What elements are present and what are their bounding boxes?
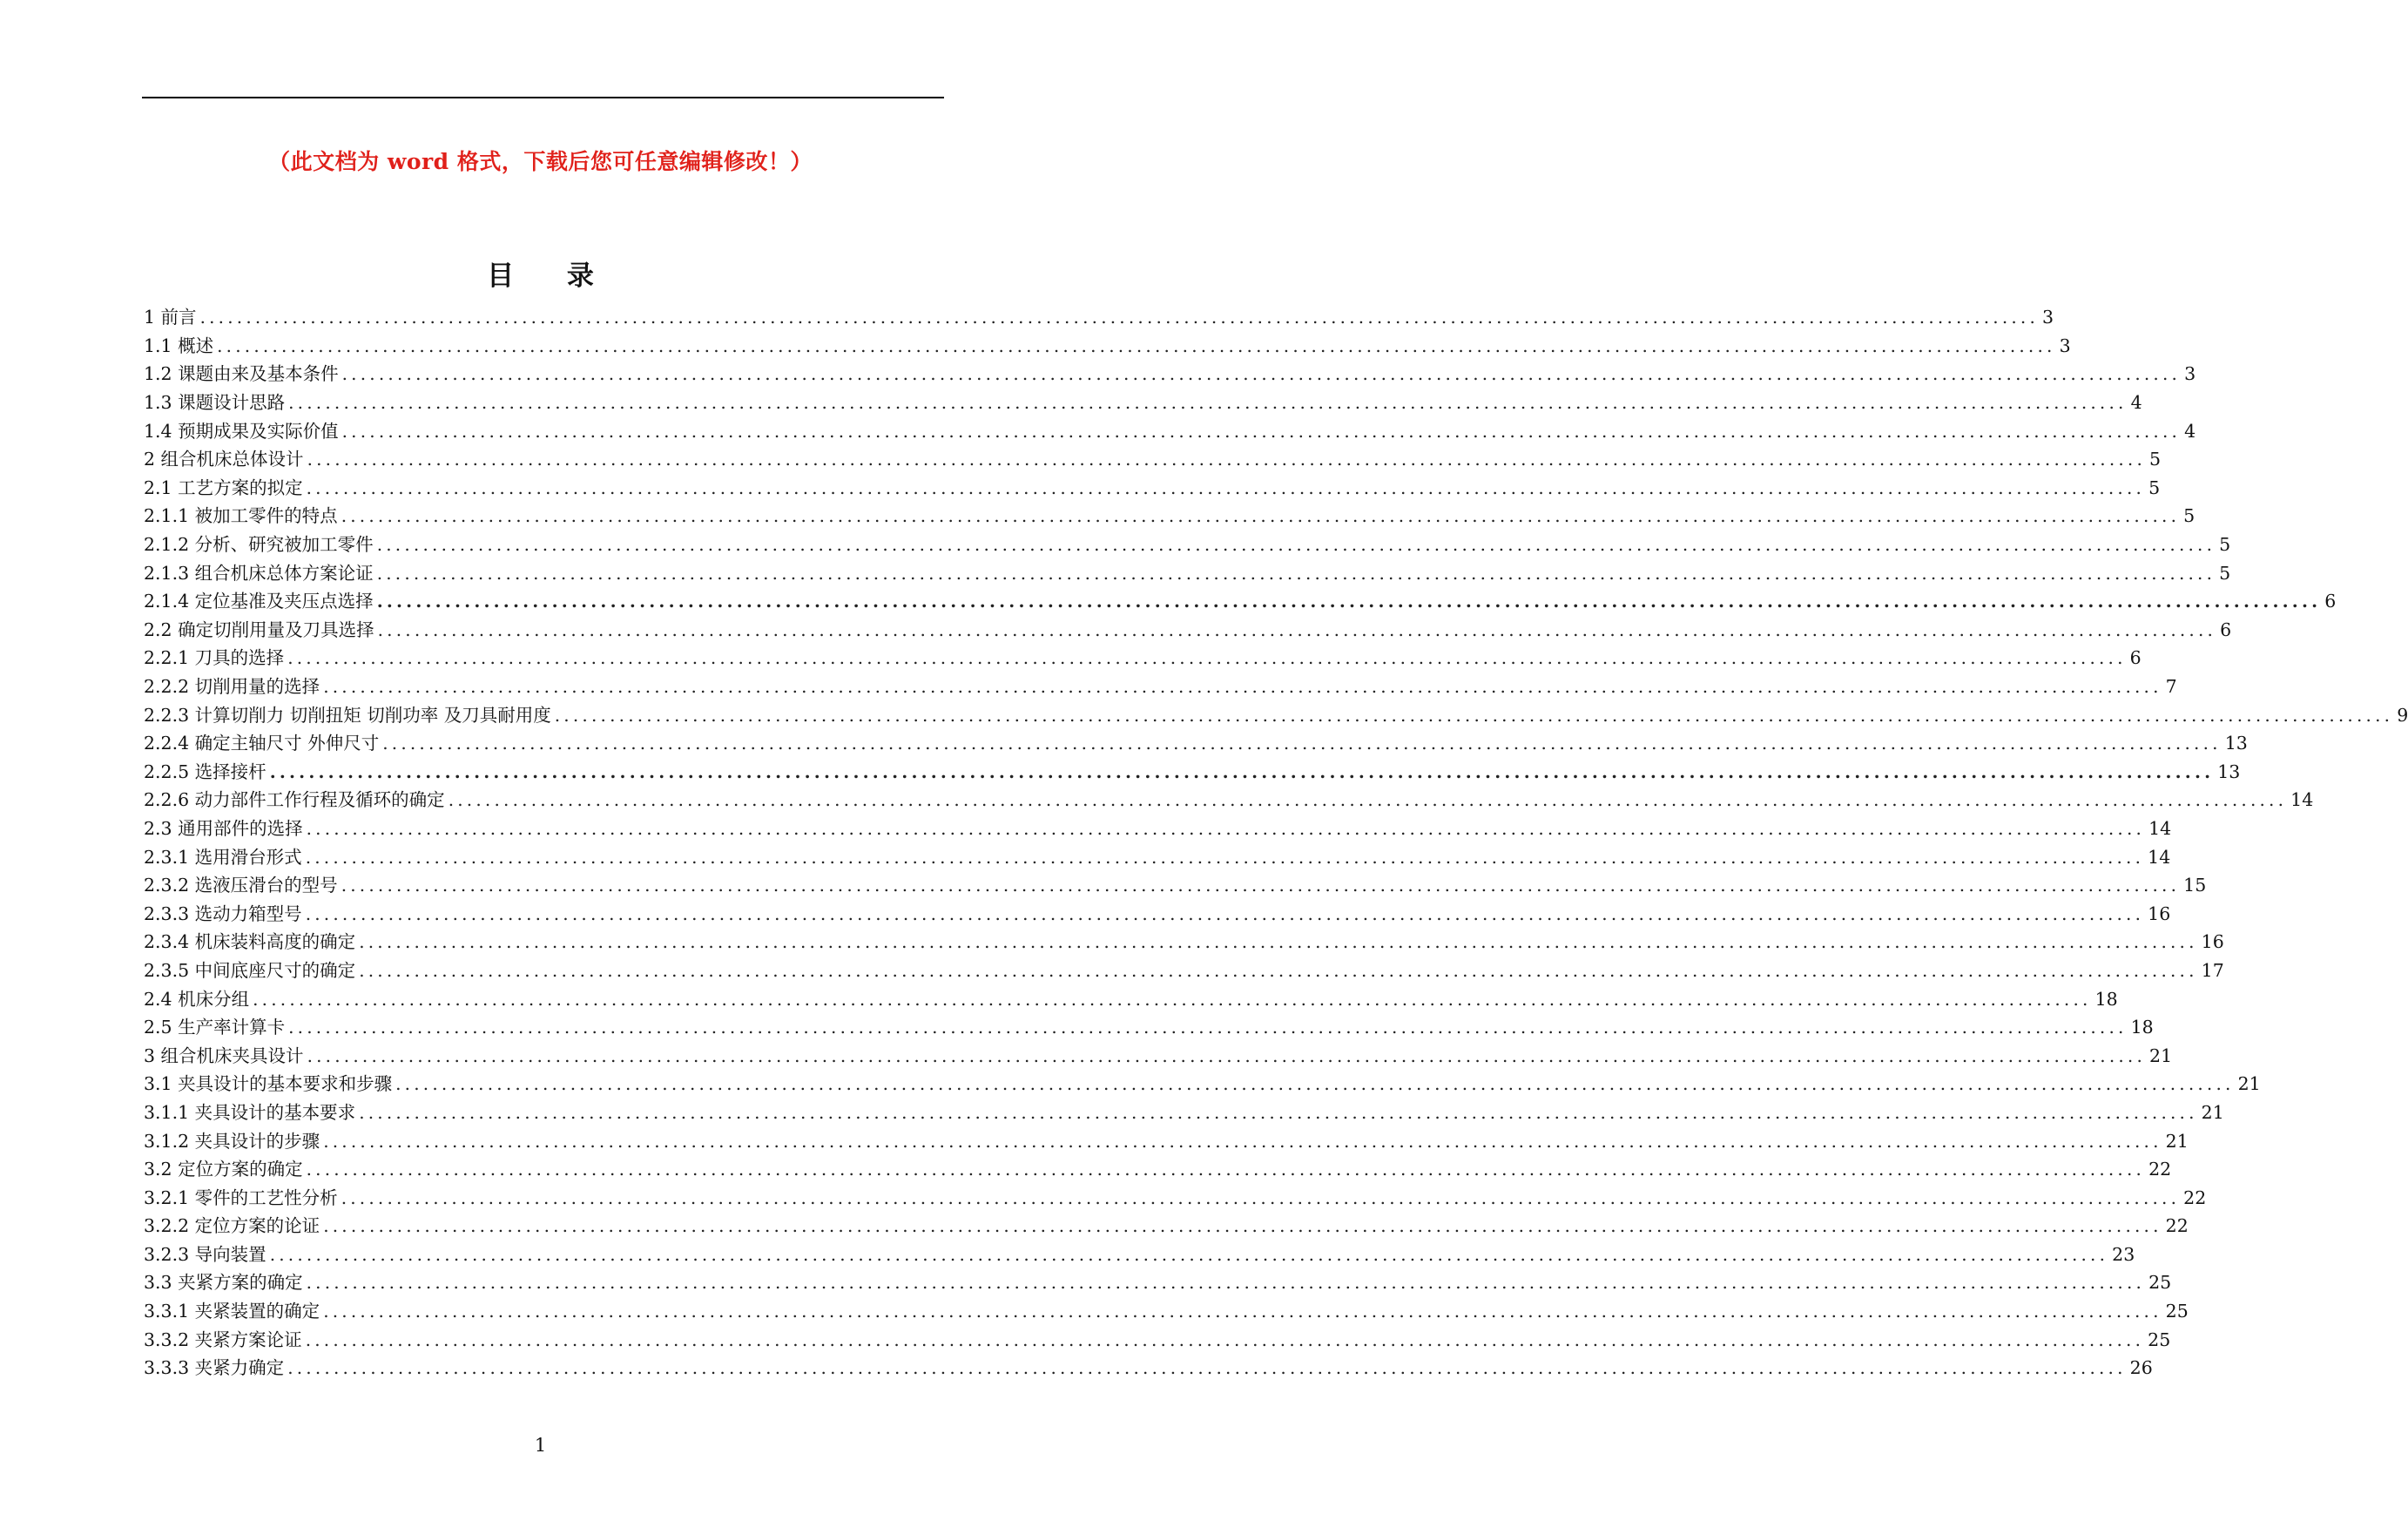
- toc-leader-dots: ........................................................................................................................................................................................................: [323, 1215, 2162, 1237]
- toc-leader-dots: ........................................................................................................................................................................................................: [341, 420, 2182, 442]
- toc-entry-page: 16: [2148, 903, 2171, 924]
- toc-entry-title: 2.2.6 动力部件工作行程及循环的确定: [144, 789, 445, 811]
- toc-entry[interactable]: [144, 360, 2196, 389]
- toc-entry[interactable]: [144, 1070, 2261, 1099]
- toc-entry-title: 2.2.5 选择接杆: [144, 761, 266, 782]
- toc-entry[interactable]: [144, 700, 2408, 729]
- toc-leader-dots: ........................................................................................................................................................................................................: [306, 817, 2146, 839]
- toc-leader-dots: ........................................................................................................................................................................................................: [341, 363, 2182, 385]
- toc-entry-title: 2.2 确定切削用量及刀具选择: [144, 619, 374, 640]
- toc-leader-dots: ........................................................................................................................................................................................................: [359, 959, 2198, 981]
- toc-entry[interactable]: [144, 815, 2172, 843]
- toc-leader-dots: ........................................................................................................................................................................................................: [554, 704, 2394, 726]
- toc-leader-dots: ........................................................................................................................................................................................................: [376, 534, 2216, 556]
- toc-entry[interactable]: [144, 332, 2071, 361]
- toc-entry-title: 3 组合机床夹具设计: [144, 1045, 304, 1066]
- toc-entry-page: 7: [2165, 676, 2177, 698]
- toc-entry[interactable]: [144, 1241, 2135, 1269]
- toc-leader-dots: ........................................................................................................................................................................................................: [288, 1017, 2128, 1038]
- toc-title: [0, 254, 1081, 293]
- toc-entry-page: 6: [2324, 591, 2337, 612]
- toc-entry-title: 2.1.4 定位基准及夹压点选择: [144, 591, 374, 612]
- toc-entry[interactable]: [144, 928, 2224, 957]
- toc-entry[interactable]: [144, 729, 2248, 758]
- toc-entry[interactable]: [144, 786, 2314, 815]
- toc-leader-dots: ........................................................................................................................................................................................................: [306, 1159, 2146, 1180]
- toc-entry[interactable]: [144, 1183, 2207, 1212]
- toc-entry-page: 18: [2130, 1017, 2154, 1038]
- toc-leader-dots: ........................................................................................................................................................................................................: [253, 988, 2092, 1010]
- toc-entry-page: 6: [2220, 619, 2232, 640]
- toc-entry-page: 21: [2237, 1073, 2261, 1095]
- toc-leader-dots: ........................................................................................................................................................................................................: [269, 761, 2215, 782]
- toc-entry[interactable]: [144, 842, 2171, 871]
- toc-leader-dots: ........................................................................................................................................................................................................: [359, 931, 2198, 953]
- toc-entry-page: 23: [2112, 1243, 2135, 1265]
- toc-entry[interactable]: [144, 303, 2054, 332]
- toc-entry-page: 21: [2149, 1045, 2173, 1066]
- toc-entry-page: 5: [2219, 534, 2231, 556]
- format-notice: （此文档为 word 格式，下载后您可任意编辑修改！）: [268, 149, 813, 174]
- toc-entry-page: 4: [2130, 392, 2142, 414]
- toc-leader-dots: ........................................................................................................................................................................................................: [377, 619, 2217, 640]
- toc-entry-page: 13: [2217, 761, 2241, 782]
- toc-leader-dots: ........................................................................................................................................................................................................: [382, 733, 2222, 754]
- toc-leader-dots: ........................................................................................................................................................................................................: [305, 846, 2145, 868]
- toc-entry-title: 3.1.1 夹具设计的基本要求: [144, 1101, 356, 1123]
- toc-entry[interactable]: [144, 587, 2337, 616]
- toc-entry-page: 16: [2201, 931, 2224, 953]
- toc-entry-page: 6: [2129, 647, 2142, 669]
- toc-leader-dots: ........................................................................................................................................................................................................: [307, 1045, 2147, 1066]
- toc-entry-title: 2.3.5 中间底座尺寸的确定: [144, 959, 356, 981]
- toc-entry-page: 14: [2290, 789, 2314, 811]
- toc-entry-title: 2 组合机床总体设计: [144, 449, 304, 470]
- toc-entry-page: 13: [2224, 733, 2248, 754]
- toc-entry-page: 5: [2148, 477, 2161, 498]
- toc-leader-dots: ........................................................................................................................................................................................................: [217, 335, 2056, 356]
- toc-leader-dots: ........................................................................................................................................................................................................: [323, 1130, 2162, 1152]
- toc-entry[interactable]: [144, 1212, 2189, 1241]
- toc-entry-page: 4: [2184, 420, 2196, 442]
- toc-leader-dots: ........................................................................................................................................................................................................: [287, 1357, 2127, 1379]
- toc-leader-dots: ........................................................................................................................................................................................................: [306, 477, 2146, 498]
- toc-leader-dots: ........................................................................................................................................................................................................: [269, 1243, 2109, 1265]
- toc-entry-page: 17: [2201, 959, 2224, 981]
- toc-entry-title: 1.1 概述: [144, 335, 214, 356]
- toc-entry[interactable]: [144, 1126, 2189, 1155]
- toc-entry-title: 1 前言: [144, 307, 197, 328]
- toc-leader-dots: ........................................................................................................................................................................................................: [307, 449, 2147, 470]
- toc-entry-title: 3.2.1 零件的工艺性分析: [144, 1187, 338, 1208]
- toc-entry-title: 3.1.2 夹具设计的步骤: [144, 1130, 320, 1152]
- toc-leader-dots: ........................................................................................................................................................................................................: [395, 1073, 2235, 1095]
- toc-entry[interactable]: [144, 1013, 2154, 1042]
- toc-leader-dots: ........................................................................................................................................................................................................: [359, 1101, 2198, 1123]
- toc-entry-title: 3.2.2 定位方案的论证: [144, 1215, 320, 1237]
- toc-entry-page: 22: [2148, 1159, 2172, 1180]
- toc-entry-page: 5: [2219, 562, 2231, 584]
- toc-leader-dots: ........................................................................................................................................................................................................: [323, 1301, 2162, 1322]
- toc-entry[interactable]: [144, 644, 2142, 673]
- header-rule: [142, 97, 944, 98]
- toc-leader-dots: ........................................................................................................................................................................................................: [287, 647, 2127, 669]
- toc-entry[interactable]: [144, 1354, 2153, 1383]
- toc-entry[interactable]: [144, 1297, 2189, 1326]
- toc-leader-dots: ........................................................................................................................................................................................................: [341, 875, 2181, 896]
- toc-leader-dots: ........................................................................................................................................................................................................: [199, 307, 2040, 328]
- toc-entry-title: 2.1.3 组合机床总体方案论证: [144, 562, 374, 584]
- toc-entry[interactable]: [144, 474, 2161, 503]
- toc-entry-page: 21: [2165, 1130, 2189, 1152]
- toc-entry-page: 14: [2148, 846, 2171, 868]
- toc-entry-page: 3: [2184, 363, 2196, 385]
- toc-entry-title: 2.1.2 分析、研究被加工零件: [144, 534, 374, 556]
- toc-entry-title: 3.3 夹紧方案的确定: [144, 1272, 303, 1294]
- toc-entry-title: 3.1 夹具设计的基本要求和步骤: [144, 1073, 393, 1095]
- toc-entry[interactable]: [144, 1041, 2173, 1070]
- toc-entry-title: 3.3.2 夹紧方案论证: [144, 1329, 302, 1350]
- toc-entry[interactable]: [144, 871, 2207, 900]
- page-number: 1: [534, 1435, 547, 1456]
- toc-leader-dots: ........................................................................................................................................................................................................: [448, 789, 2288, 811]
- toc-entry-title: 3.3.3 夹紧力确定: [144, 1357, 285, 1379]
- toc-entry[interactable]: [144, 502, 2196, 531]
- toc-entry[interactable]: [144, 558, 2231, 587]
- toc-entry-title: 2.5 生产率计算卡: [144, 1017, 286, 1038]
- toc-entry-title: 2.1.1 被加工零件的特点: [144, 505, 338, 527]
- toc-title-char-2: 录: [566, 260, 594, 292]
- toc-leader-dots: ........................................................................................................................................................................................................: [305, 1329, 2145, 1350]
- toc-leader-dots: ........................................................................................................................................................................................................: [376, 591, 2322, 612]
- toc-entry-title: 1.3 课题设计思路: [144, 392, 286, 414]
- toc-entry-page: 15: [2183, 875, 2207, 896]
- toc-entry-title: 2.2.4 确定主轴尺寸 外伸尺寸: [144, 733, 380, 754]
- toc-entry-title: 1.4 预期成果及实际价值: [144, 420, 339, 442]
- toc-entry-title: 2.3.2 选液压滑台的型号: [144, 875, 338, 896]
- toc-entry-title: 2.4 机床分组: [144, 988, 250, 1010]
- toc-leader-dots: ........................................................................................................................................................................................................: [376, 562, 2216, 584]
- toc-entry-page: 25: [2148, 1329, 2171, 1350]
- toc-entry[interactable]: [144, 1268, 2172, 1297]
- toc-entry[interactable]: [144, 957, 2224, 985]
- toc-entry-page: 5: [2149, 449, 2162, 470]
- toc-leader-dots: ........................................................................................................................................................................................................: [306, 1272, 2146, 1294]
- toc-entry-page: 5: [2183, 505, 2196, 527]
- toc-entry-page: 21: [2201, 1101, 2224, 1123]
- toc-leader-dots: ........................................................................................................................................................................................................: [341, 1187, 2181, 1208]
- toc-entry-title: 2.3.1 选用滑台形式: [144, 846, 302, 868]
- toc-entry-page: 26: [2129, 1357, 2153, 1379]
- toc-leader-dots: ........................................................................................................................................................................................................: [341, 505, 2181, 527]
- toc-entry-title: 3.3.1 夹紧装置的确定: [144, 1301, 320, 1322]
- toc-entry[interactable]: [144, 416, 2196, 445]
- toc-entry-title: 2.2.2 切削用量的选择: [144, 676, 320, 698]
- toc-entry[interactable]: [144, 673, 2177, 701]
- toc-entry-title: 2.2.1 刀具的选择: [144, 647, 285, 669]
- toc-entry[interactable]: [144, 899, 2171, 928]
- toc-entry[interactable]: [144, 984, 2118, 1013]
- toc-entry-page: 9: [2397, 704, 2408, 726]
- toc-entry[interactable]: [144, 1325, 2171, 1354]
- toc-entry[interactable]: [144, 531, 2231, 559]
- toc-entry-title: 3.2 定位方案的确定: [144, 1159, 303, 1180]
- toc-entry-page: 25: [2148, 1272, 2172, 1294]
- toc-entry-title: 1.2 课题由来及基本条件: [144, 363, 339, 385]
- toc-entry-page: 18: [2094, 988, 2118, 1010]
- toc-entry-title: 2.1 工艺方案的拟定: [144, 477, 303, 498]
- toc-entry-page: 3: [2042, 307, 2054, 328]
- toc-entry-page: 25: [2165, 1301, 2189, 1322]
- toc-entry[interactable]: [144, 1099, 2224, 1127]
- toc-entry-title: 2.3.4 机床装料高度的确定: [144, 931, 356, 953]
- toc-leader-dots: ........................................................................................................................................................................................................: [305, 903, 2145, 924]
- table-of-contents: [144, 303, 2408, 1383]
- toc-entry-title: 2.3.3 选动力箱型号: [144, 903, 302, 924]
- toc-leader-dots: ........................................................................................................................................................................................................: [323, 676, 2162, 698]
- toc-entry[interactable]: [144, 758, 2241, 787]
- toc-entry-title: 3.2.3 导向装置: [144, 1243, 266, 1265]
- toc-entry[interactable]: [144, 616, 2232, 645]
- toc-entry-page: 3: [2059, 335, 2071, 356]
- toc-entry[interactable]: [144, 1155, 2172, 1184]
- toc-entry[interactable]: [144, 389, 2142, 417]
- toc-entry-title: 2.2.3 计算切削力 切削扭矩 切削功率 及刀具耐用度: [144, 704, 551, 726]
- toc-entry-page: 14: [2148, 817, 2172, 839]
- toc-title-char-1: 目: [487, 260, 515, 292]
- toc-entry-title: 2.3 通用部件的选择: [144, 817, 303, 839]
- toc-entry-page: 22: [2183, 1187, 2207, 1208]
- toc-entry[interactable]: [144, 445, 2162, 474]
- toc-entry-page: 22: [2165, 1215, 2189, 1237]
- toc-leader-dots: ........................................................................................................................................................................................................: [288, 392, 2128, 414]
